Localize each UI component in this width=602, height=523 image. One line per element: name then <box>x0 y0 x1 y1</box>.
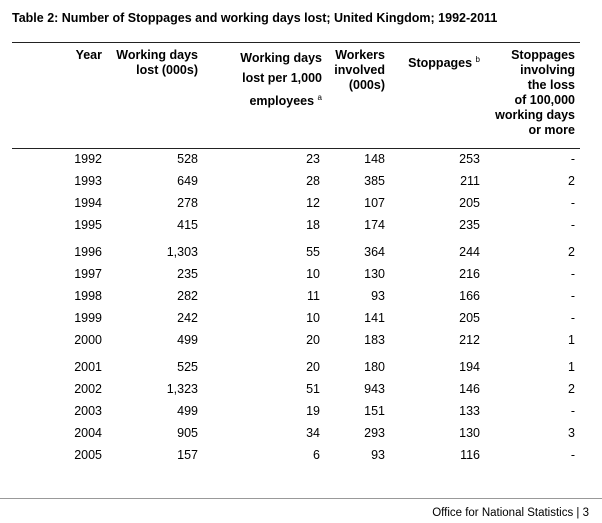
cell-workers: 385 <box>364 174 385 188</box>
cell-per-1000: 55 <box>306 245 320 259</box>
cell-year: 1999 <box>74 311 102 325</box>
cell-large: 2 <box>568 174 575 188</box>
cell-per-1000: 10 <box>306 311 320 325</box>
footnote-a: a <box>317 93 322 102</box>
cell-stoppages: 130 <box>459 426 480 440</box>
header-per-1000: Working days lost per 1,000 employees $^a$ <box>240 51 322 109</box>
cell-large: - <box>570 196 575 210</box>
cell-stoppages: 166 <box>459 289 480 303</box>
cell-large: - <box>570 404 575 418</box>
cell-year: 1992 <box>74 152 102 166</box>
cell-workers: 151 <box>364 404 385 418</box>
cell-stoppages: 216 <box>459 267 480 281</box>
cell-year: 1998 <box>74 289 102 303</box>
cell-year: 1994 <box>74 196 102 210</box>
cell-year: 2004 <box>74 426 102 440</box>
cell-stoppages: 253 <box>459 152 480 166</box>
cell-days-lost: 528 <box>177 152 198 166</box>
header-year: Year <box>75 48 102 62</box>
cell-days-lost: 525 <box>177 360 198 374</box>
cell-stoppages: 212 <box>459 333 480 347</box>
cell-days-lost: 1,303 <box>166 245 198 259</box>
cell-days-lost: 282 <box>177 289 198 303</box>
cell-year: 2003 <box>74 404 102 418</box>
table-row <box>0 446 602 464</box>
cell-per-1000: 12 <box>306 196 320 210</box>
cell-days-lost: 649 <box>177 174 198 188</box>
cell-large: 3 <box>568 426 575 440</box>
cell-stoppages: 244 <box>459 245 480 259</box>
cell-per-1000: 34 <box>306 426 320 440</box>
cell-per-1000: 20 <box>306 360 320 374</box>
cell-days-lost: 905 <box>177 426 198 440</box>
cell-stoppages: 205 <box>459 196 480 210</box>
cell-days-lost: 1,323 <box>166 382 198 396</box>
table-row <box>0 150 602 168</box>
cell-per-1000: 51 <box>306 382 320 396</box>
cell-stoppages: 146 <box>459 382 480 396</box>
header-stoppages: Stoppages $^b$ <box>408 55 480 71</box>
cell-workers: 183 <box>364 333 385 347</box>
cell-per-1000: 6 <box>313 448 320 462</box>
header-top-rule <box>12 42 580 43</box>
footnote-b: b <box>475 55 480 64</box>
cell-workers: 141 <box>364 311 385 325</box>
table-title: Table 2: Number of Stoppages and working days lost; United Kingdom; 1992-2011 <box>12 11 498 25</box>
cell-per-1000: 10 <box>306 267 320 281</box>
cell-stoppages: 235 <box>459 218 480 232</box>
footer-text: Office for National Statistics | 3 <box>432 507 589 519</box>
cell-workers: 364 <box>364 245 385 259</box>
cell-days-lost: 157 <box>177 448 198 462</box>
table-row <box>0 216 602 234</box>
cell-large: - <box>570 152 575 166</box>
cell-workers: 180 <box>364 360 385 374</box>
header-workers: Workers involved (000s) <box>334 48 385 92</box>
cell-days-lost: 499 <box>177 404 198 418</box>
cell-large: - <box>570 311 575 325</box>
header-large-stoppages: Stoppages involving the loss of 100,000 working days or more <box>495 48 575 137</box>
cell-large: - <box>570 218 575 232</box>
table-row <box>0 243 602 261</box>
cell-workers: 130 <box>364 267 385 281</box>
cell-workers: 174 <box>364 218 385 232</box>
cell-days-lost: 499 <box>177 333 198 347</box>
cell-year: 2002 <box>74 382 102 396</box>
cell-large: 1 <box>568 333 575 347</box>
header-bottom-rule <box>12 148 580 149</box>
footer-rule <box>0 498 602 499</box>
cell-per-1000: 20 <box>306 333 320 347</box>
table-row <box>0 402 602 420</box>
cell-per-1000: 23 <box>306 152 320 166</box>
cell-large: - <box>570 267 575 281</box>
cell-stoppages: 211 <box>460 174 480 188</box>
table-row <box>0 309 602 327</box>
cell-large: 2 <box>568 245 575 259</box>
cell-large: - <box>570 289 575 303</box>
table-row <box>0 424 602 442</box>
cell-workers: 93 <box>371 289 385 303</box>
cell-large: 2 <box>568 382 575 396</box>
table-row <box>0 194 602 212</box>
cell-stoppages: 205 <box>459 311 480 325</box>
cell-days-lost: 415 <box>177 218 198 232</box>
header-days-lost: Working days lost (000s) <box>116 48 198 77</box>
table-row <box>0 380 602 398</box>
cell-days-lost: 278 <box>177 196 198 210</box>
cell-workers: 293 <box>364 426 385 440</box>
cell-stoppages: 194 <box>459 360 480 374</box>
cell-year: 1997 <box>74 267 102 281</box>
cell-workers: 943 <box>364 382 385 396</box>
table-row <box>0 331 602 349</box>
cell-days-lost: 235 <box>177 267 198 281</box>
cell-year: 1995 <box>74 218 102 232</box>
cell-workers: 93 <box>371 448 385 462</box>
cell-workers: 107 <box>364 196 385 210</box>
cell-days-lost: 242 <box>177 311 198 325</box>
cell-large: 1 <box>568 360 575 374</box>
table-row <box>0 265 602 283</box>
table-row <box>0 287 602 305</box>
cell-year: 2001 <box>74 360 102 374</box>
cell-per-1000: 18 <box>306 218 320 232</box>
cell-large: - <box>570 448 575 462</box>
cell-year: 1993 <box>74 174 102 188</box>
cell-stoppages: 116 <box>460 448 480 462</box>
cell-stoppages: 133 <box>459 404 480 418</box>
cell-year: 1996 <box>74 245 102 259</box>
cell-workers: 148 <box>364 152 385 166</box>
cell-year: 2000 <box>74 333 102 347</box>
cell-per-1000: 28 <box>306 174 320 188</box>
table-row <box>0 172 602 190</box>
cell-per-1000: 11 <box>307 289 320 303</box>
cell-year: 2005 <box>74 448 102 462</box>
table-row <box>0 358 602 376</box>
cell-per-1000: 19 <box>306 404 320 418</box>
